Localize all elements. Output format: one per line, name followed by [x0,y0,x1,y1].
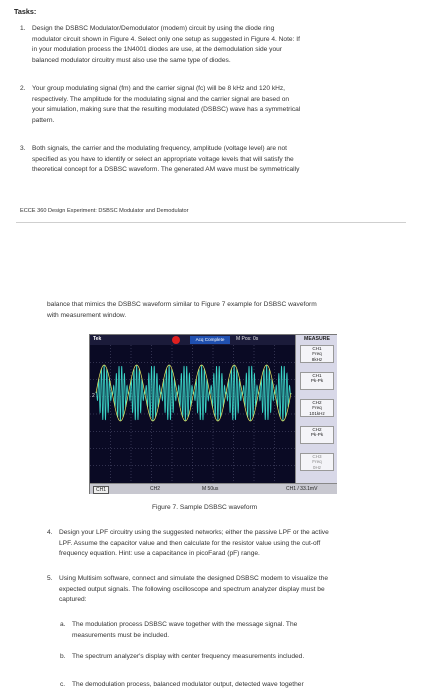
subitem-line: The spectrum analyzer's display with center frequency measurements included. [72,653,305,660]
task-line: Design the DSBSC Modulator/Demodulator (modem) circuit by using the diode ring [32,25,275,32]
measure-ch1-freq: CH1 Freq 8kHz [300,345,334,363]
task-line: in your modulation process the 1N4001 diodes are use, at the demodulation side your [32,46,282,54]
subitem-a [60,620,392,641]
task-line: modulator circuit shown in Figure 4. Select only one setup as suggested in Figure 4. Note: If [32,35,300,43]
task-number: 1. [20,25,26,32]
task-line: Design your LPF circuitry using the suggested networks; either the passive LPF or the active [59,529,329,536]
scope-graticule [90,345,295,483]
task-line: pattern. [32,116,55,124]
task-4 [47,528,394,560]
footer-rule [16,222,406,223]
task-2 [20,84,392,126]
task-line: Both signals, the carrier and the modulating frequency, amplitude (voltage level) are not [32,145,287,152]
scope-footer-bar [90,483,337,494]
subitem-line: The modulation process DSBSC wave together with the message signal. The [72,621,298,628]
page-footer: ECCE 360 Design Experiment: DSBSC Modulator and Demodulator [20,208,189,214]
scope-brand: Tek [93,336,102,342]
task-line: balanced modulator circuitry must also use the same type of diodes. [32,56,231,64]
task-line: your simulation, making sure that the resulting modulated (DSBSC) wave has a symmetrical [32,106,301,114]
measure-ch1-pkpk: CH1 Pk-Pk [300,372,334,390]
document-page-1 [0,0,421,232]
subitem-letter: a. [60,621,66,628]
measure-ch2-freq: CH2 Freq 101kHz [300,399,334,417]
subitem-line: measurements must be included. [72,631,170,639]
task-number: 3. [20,145,26,152]
task-line: LPF. Assume the capacitor value and then calculate for the resistor value using the cut-off [59,539,321,547]
task-number: 2. [20,85,26,92]
paragraph-line: with measurement window. [47,311,127,319]
task-number: 4. [47,529,53,536]
subitem-c [60,680,392,691]
subitem-line: The demodulation process, balanced modulator output, detected wave together [72,681,304,688]
task-3 [20,144,392,176]
ch2-indicator: CH2 [150,486,161,492]
task-line: respectively. The amplitude for the modulating signal and the carrier signal are based on [32,95,290,103]
task-number: 5. [47,575,53,582]
oscilloscope-screenshot [89,334,337,494]
measure-panel [295,335,337,483]
tasks-heading: Tasks: [14,7,37,16]
subitem-letter: b. [60,653,66,660]
ch1-indicator: CH1 [93,486,109,494]
timebase-indicator: M 50us [202,486,219,492]
task-5 [47,574,394,606]
task-line: Your group modulating signal (fm) and the carrier signal (fc) will be 8 kHz and 120 kHz, [32,85,286,92]
subitem-letter: c. [60,681,66,688]
measure-ch3-freq: CH3 Freq 0Hz [300,453,334,471]
acquisition-status: Acq Complete [190,336,230,344]
channel-marker: 2 [92,393,95,399]
scope-mpos: M Pos: 0s [236,336,259,342]
record-indicator-icon [172,336,180,344]
figure-caption: Figure 7. Sample DSBSC waveform [152,504,258,511]
document-page-2 [0,284,421,700]
task-line: captured: [59,596,87,604]
paragraph-line: balance that mimics the DSBSC waveform similar to Figure 7 example for DSBSC waveform [47,301,317,308]
page-gap [0,232,421,284]
task-line: specified as you have to identify or select an appropriate voltage levels that will satisfy the [32,155,294,163]
task-line: frequency equation. Hint: use a capacitance in picoFarad (pF) range. [59,550,260,558]
trigger-indicator: CH1 / 33.1mV [286,486,318,492]
subitem-b [60,652,392,663]
task-line: expected output signals. The following oscilloscope and spectrum analyzer display must be [59,585,325,593]
task-line: Using Multisim software, connect and simulate the designed DSBSC modem to visualize the [59,575,329,582]
task-1 [20,24,392,66]
measure-title: MEASURE [304,336,330,342]
scope-status-bar [90,335,295,345]
measure-ch2-pkpk: CH2 Pk-Pk [300,426,334,444]
task-line: theoretical concept for a DSBSC waveform. The generated AM wave must be symmetrically [32,166,300,174]
intro-paragraph [47,300,392,321]
